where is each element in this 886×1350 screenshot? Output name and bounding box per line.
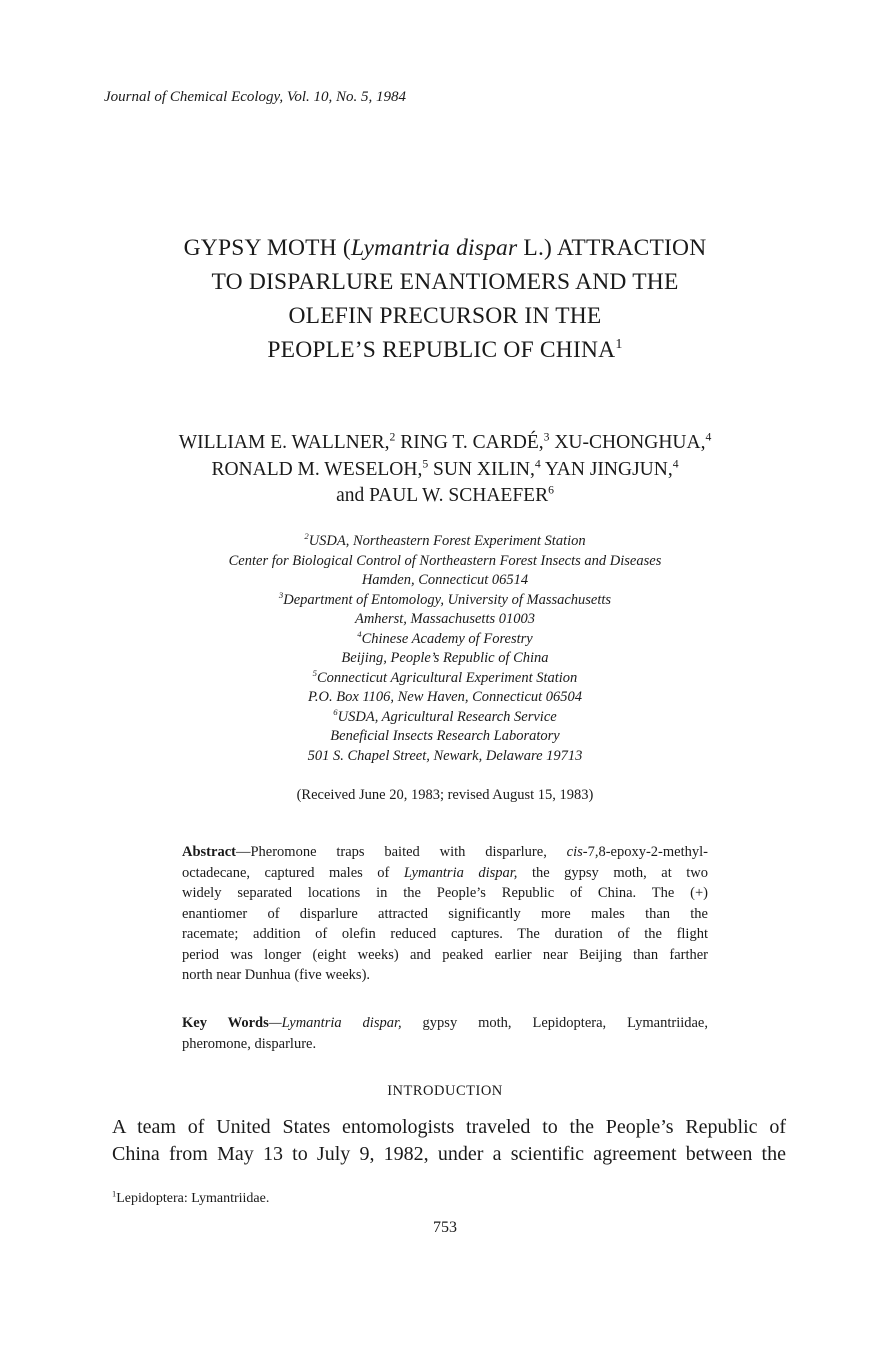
title-text: PEOPLE’S REPUBLIC OF CHINA (267, 337, 616, 363)
author-name: XU-CHONGHUA, (554, 432, 706, 453)
title-species: Lymantria dispar (350, 235, 518, 261)
affiliation-line (60, 747, 830, 767)
title-text: GYPSY MOTH ( (183, 235, 351, 261)
key-words (182, 1013, 708, 1054)
keywords-line: pheromone, disparlure. (182, 1035, 317, 1052)
author-name: WILLIAM E. WALLNER, (178, 432, 390, 453)
abstract (182, 842, 708, 986)
author-name: and PAUL W. SCHAEFER (336, 485, 549, 506)
affiliation-text: Department of Entomology, University of Massachusetts (283, 591, 612, 608)
affiliation-line (60, 669, 830, 689)
introduction-body (112, 1114, 786, 1168)
abstract-text: -7,8-epoxy-2-methyl- (582, 844, 708, 860)
abstract-line: enantiomer of disparlure attracted significantly more males than the (182, 905, 708, 922)
abstract-text: the gypsy moth, at two (517, 864, 708, 881)
keywords-line (182, 1013, 708, 1034)
journal-citation: Journal of Chemical Ecology, Vol. 10, No. 5, 1984 (104, 89, 407, 105)
author-name: RING T. CARDÉ, (400, 432, 544, 453)
affiliation-line (60, 727, 830, 747)
affiliation-text: Chinese Academy of Forestry (361, 630, 533, 647)
body-line: A team of United States entomologists traveled to the People’s Republic of (112, 1116, 786, 1138)
author-list (60, 430, 830, 510)
author-name: SUN XILIN, (433, 458, 535, 480)
author-line-3 (60, 483, 830, 510)
author-name: YAN JINGJUN, (544, 458, 673, 480)
affiliation-mark: 5 (312, 667, 318, 678)
keywords-label: Key Words (182, 1015, 269, 1031)
abstract-text: octadecane, captured males of (182, 864, 404, 881)
abstract-text: —Pheromone traps baited with disparlure, (235, 844, 567, 860)
affiliation-text: P.O. Box 1106, New Haven, Connecticut 06504 (307, 689, 583, 705)
received-dates: (Received June 20, 1983; revised August 15, 1983) (296, 787, 594, 803)
affiliations (60, 532, 830, 766)
abstract-line (182, 842, 708, 863)
author-affil-mark: 2 (389, 430, 396, 444)
body-line: China from May 13 to July 9, 1982, under a scientific agreement between the (112, 1143, 786, 1165)
title-line-4 (60, 333, 830, 367)
abstract-italic: cis (566, 844, 583, 860)
affiliation-mark: 6 (333, 706, 338, 717)
author-affil-mark: 4 (672, 457, 679, 470)
keywords-dash: — (268, 1015, 282, 1031)
author-affil-mark: 4 (534, 457, 541, 470)
title-line-3: OLEFIN PRECURSOR IN THE (288, 303, 602, 329)
footnote-mark: 1 (112, 1189, 117, 1199)
article-title (60, 231, 830, 367)
keywords-species: Lymantria dispar, (281, 1015, 402, 1031)
affiliation-mark: 2 (304, 531, 309, 542)
affiliation-line (60, 571, 830, 591)
affiliation-line (60, 649, 830, 669)
title-line-2: TO DISPARLURE ENANTIOMERS AND THE (211, 269, 679, 295)
affiliation-text: USDA, Agricultural Research Service (337, 708, 557, 725)
abstract-line: widely separated locations in the People’s Republic of China. The (+) (182, 885, 708, 901)
abstract-label: Abstract (182, 844, 236, 860)
affiliation-line (60, 688, 830, 708)
author-affil-mark: 4 (705, 430, 712, 444)
affiliation-text: USDA, Northeastern Forest Experiment Station (308, 533, 586, 549)
affiliation-text: Connecticut Agricultural Experiment Station (317, 669, 578, 686)
title-footnote-mark: 1 (615, 336, 623, 353)
affiliation-text: 501 S. Chapel Street, Newark, Delaware 19713 (307, 747, 583, 764)
author-affil-mark: 5 (422, 457, 429, 470)
title-text: L.) ATTRACTION (517, 235, 707, 261)
affiliation-mark: 4 (357, 628, 362, 639)
author-line-1 (60, 430, 830, 457)
title-line-1 (60, 231, 830, 265)
affiliation-line (60, 610, 830, 630)
abstract-line: period was longer (eight weeks) and peaked earlier near Beijing than farther (182, 946, 708, 963)
affiliation-mark: 3 (278, 589, 284, 600)
affiliation-text: Beijing, People’s Republic of China (341, 650, 549, 666)
abstract-line: north near Dunhua (five weeks). (182, 967, 371, 983)
affiliation-line (60, 591, 830, 611)
section-heading-introduction: INTRODUCTION (387, 1083, 503, 1099)
affiliation-text: Hamden, Connecticut 06514 (361, 572, 529, 588)
author-line-2 (60, 457, 830, 484)
author-affil-mark: 3 (543, 430, 550, 444)
affiliation-text: Beneficial Insects Research Laboratory (330, 728, 560, 744)
footnote (112, 1191, 269, 1207)
footnote-text: Lepidoptera: Lymantriidae. (116, 1191, 270, 1206)
affiliation-text: Amherst, Massachusetts 01003 (354, 611, 536, 627)
affiliation-line (60, 708, 830, 728)
affiliation-line (60, 532, 830, 552)
abstract-line: racemate; addition of olefin reduced captures. The duration of the flight (182, 926, 708, 942)
author-affil-mark: 6 (548, 483, 554, 497)
affiliation-line (60, 552, 830, 572)
author-name: RONALD M. WESELOH, (211, 458, 423, 480)
affiliation-line (60, 630, 830, 650)
affiliation-text: Center for Biological Control of Northeastern Forest Insects and Diseases (228, 552, 662, 569)
abstract-line (182, 863, 708, 884)
abstract-italic: Lymantria dispar, (403, 864, 518, 881)
keywords-text: gypsy moth, Lepidoptera, Lymantriidae, (401, 1015, 708, 1031)
page-number: 753 (433, 1219, 457, 1236)
